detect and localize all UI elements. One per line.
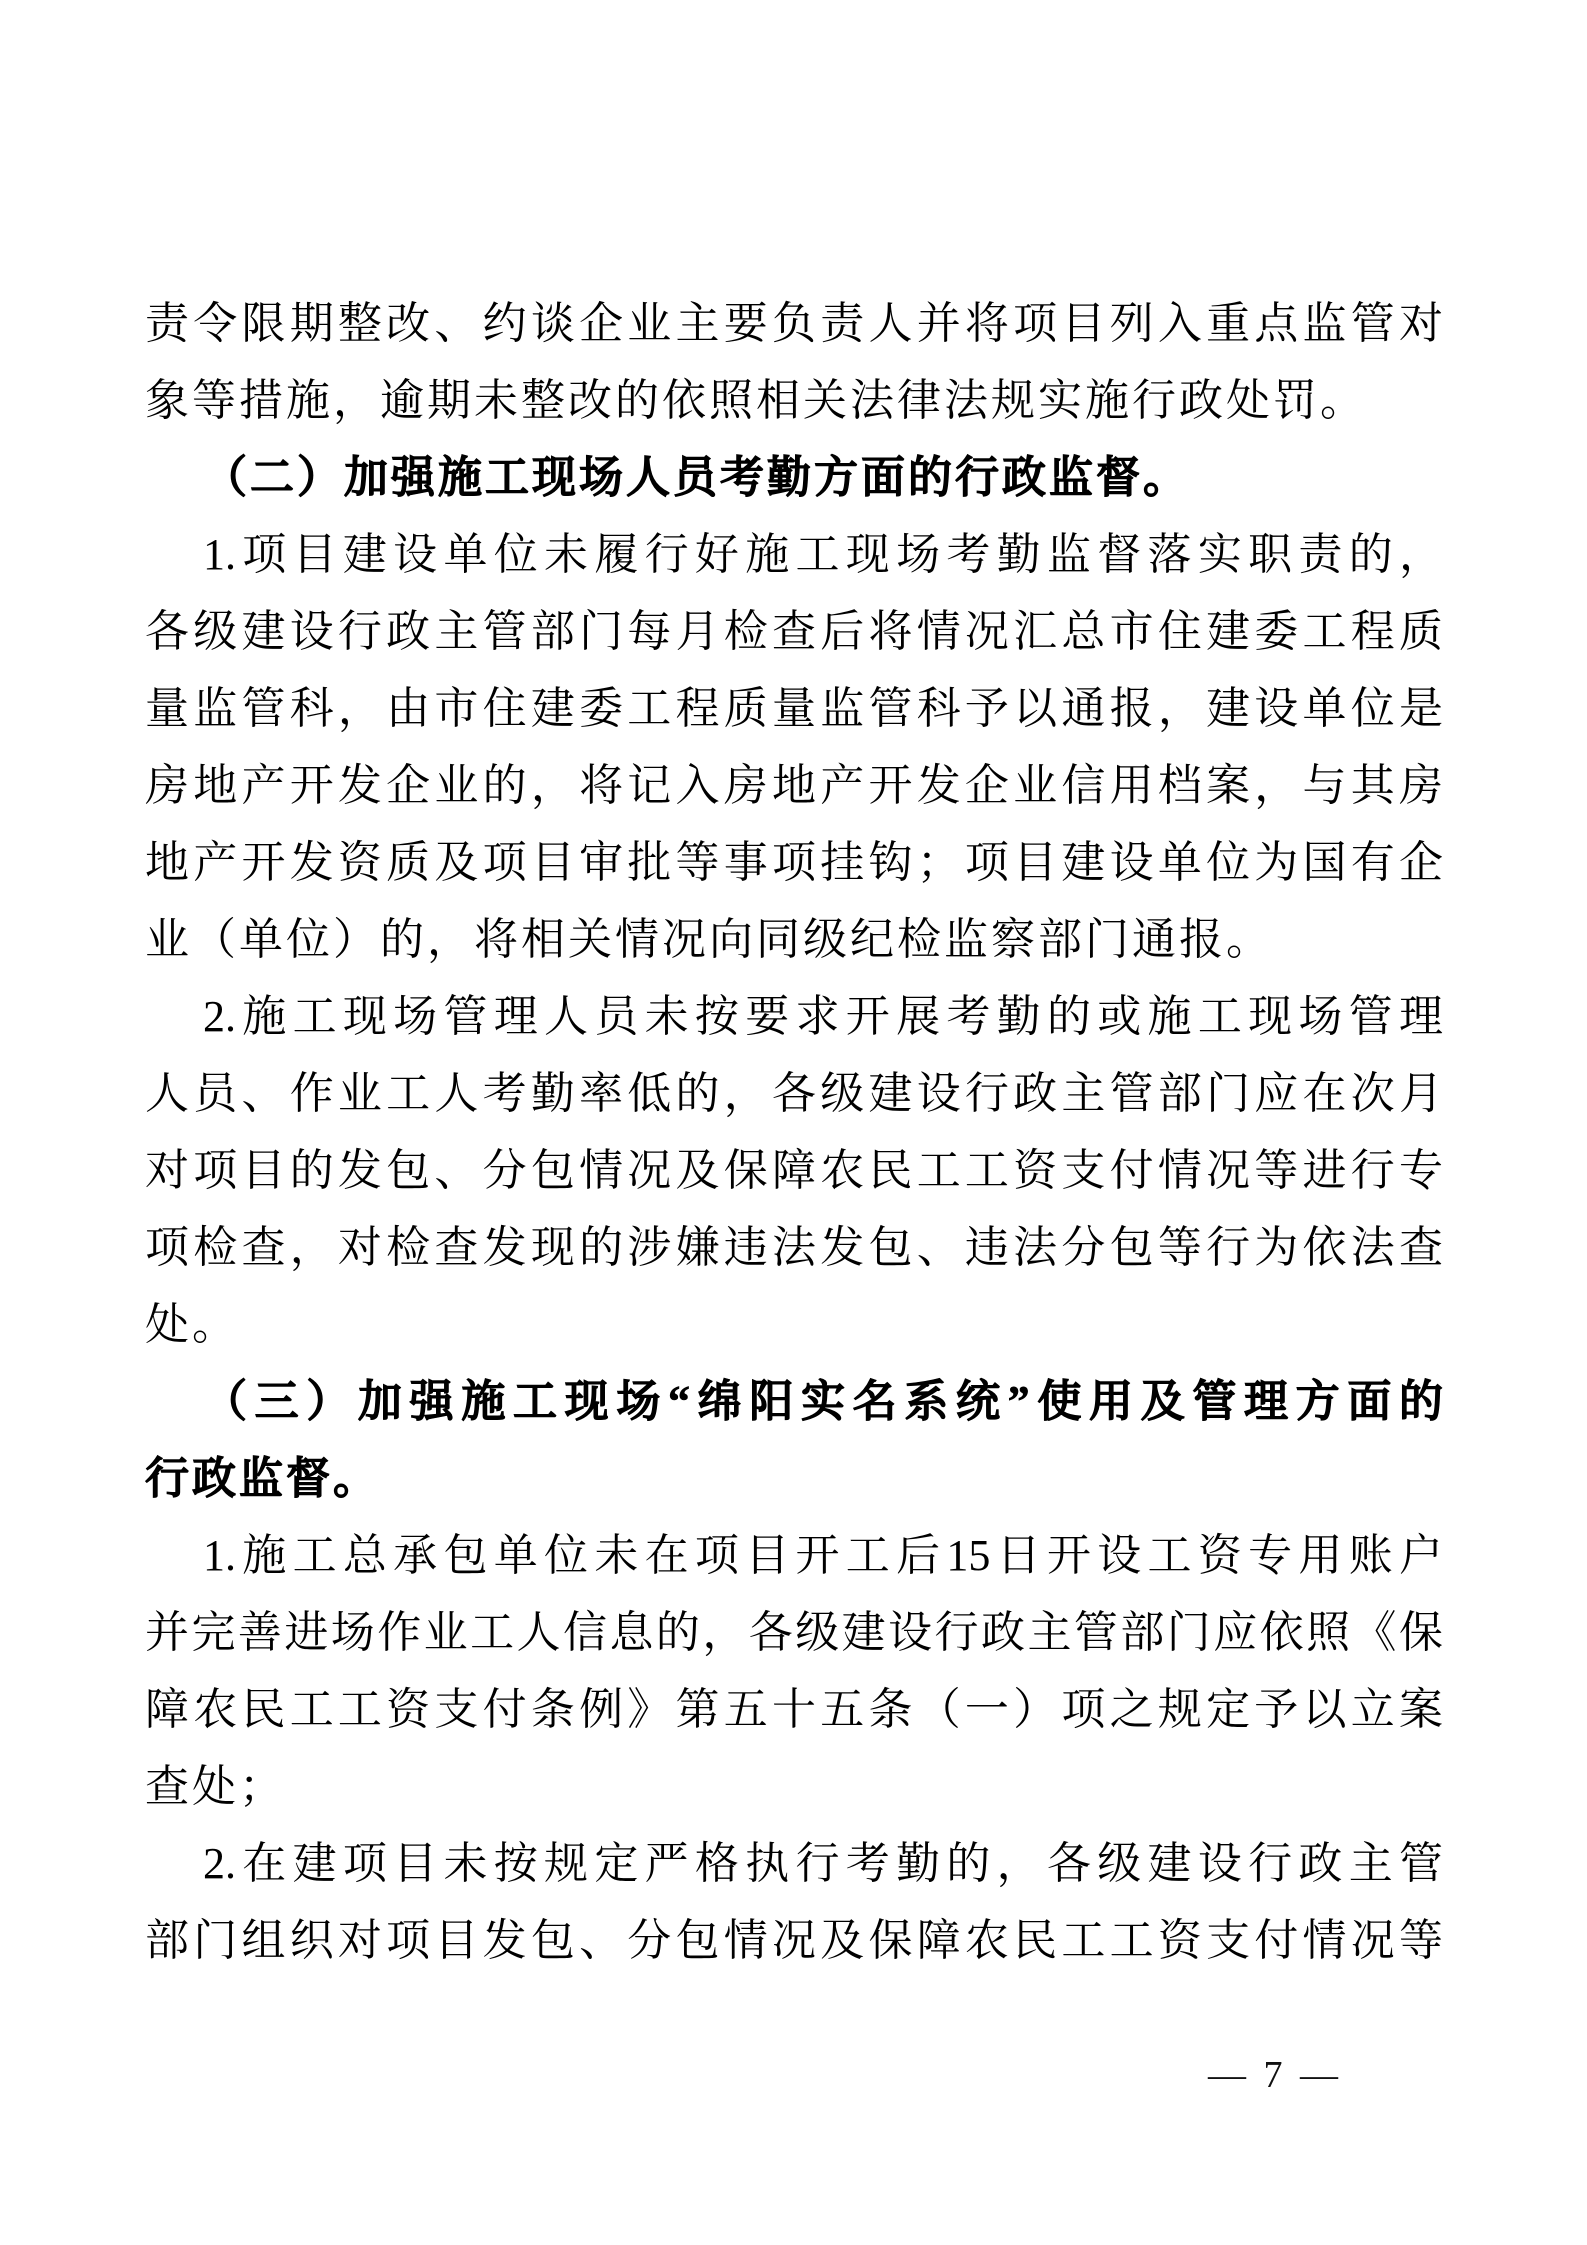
text-line: 2.在建项目未按规定严格执行考勤的，各级建设行政主管	[203, 1839, 1443, 1888]
text-line: 对项目的发包、分包情况及保障农民工工资支付情况等进行专	[145, 1146, 1443, 1195]
text-line: 人员、作业工人考勤率低的，各级建设行政主管部门应在次月	[145, 1069, 1443, 1118]
text-line: 障农民工工资支付条例》第五十五条（一）项之规定予以立案	[145, 1685, 1443, 1734]
text-line: 房地产开发企业的，将记入房地产开发企业信用档案，与其房	[145, 761, 1443, 810]
section-heading-line: （三）加强施工现场“绵阳实名系统”使用及管理方面的	[203, 1377, 1443, 1426]
text-line: 责令限期整改、约谈企业主要负责人并将项目列入重点监管对	[145, 299, 1443, 348]
text-line: 并完善进场作业工人信息的，各级建设行政主管部门应依照《保	[145, 1608, 1443, 1657]
text-line: 处。	[145, 1300, 239, 1349]
text-line: 地产开发资质及项目审批等事项挂钩；项目建设单位为国有企	[145, 838, 1443, 887]
page-body-text	[145, 285, 1443, 1979]
text-line: 1.项目建设单位未履行好施工现场考勤监督落实职责的，	[203, 530, 1443, 579]
text-line: 查处；	[145, 1762, 286, 1811]
text-line: 象等措施，逾期未整改的依照相关法律法规实施行政处罚。	[145, 376, 1367, 425]
section-heading-line: （二）加强施工现场人员考勤方面的行政监督。	[203, 453, 1190, 502]
text-line: 量监管科，由市住建委工程质量监管科予以通报，建设单位是	[145, 684, 1443, 733]
page-number: — 7 —	[1208, 2054, 1342, 2096]
text-line: 业（单位）的，将相关情况向同级纪检监察部门通报。	[145, 915, 1273, 964]
text-line: 部门组织对项目发包、分包情况及保障农民工工资支付情况等	[145, 1916, 1443, 1965]
text-line: 2.施工现场管理人员未按要求开展考勤的或施工现场管理	[203, 992, 1443, 1041]
text-line: 项检查，对检查发现的涉嫌违法发包、违法分包等行为依法查	[145, 1223, 1443, 1272]
section-heading-line: 行政监督。	[145, 1454, 380, 1503]
text-line: 1.施工总承包单位未在项目开工后15日开设工资专用账户	[203, 1531, 1443, 1580]
text-line: 各级建设行政主管部门每月检查后将情况汇总市住建委工程质	[145, 607, 1443, 656]
